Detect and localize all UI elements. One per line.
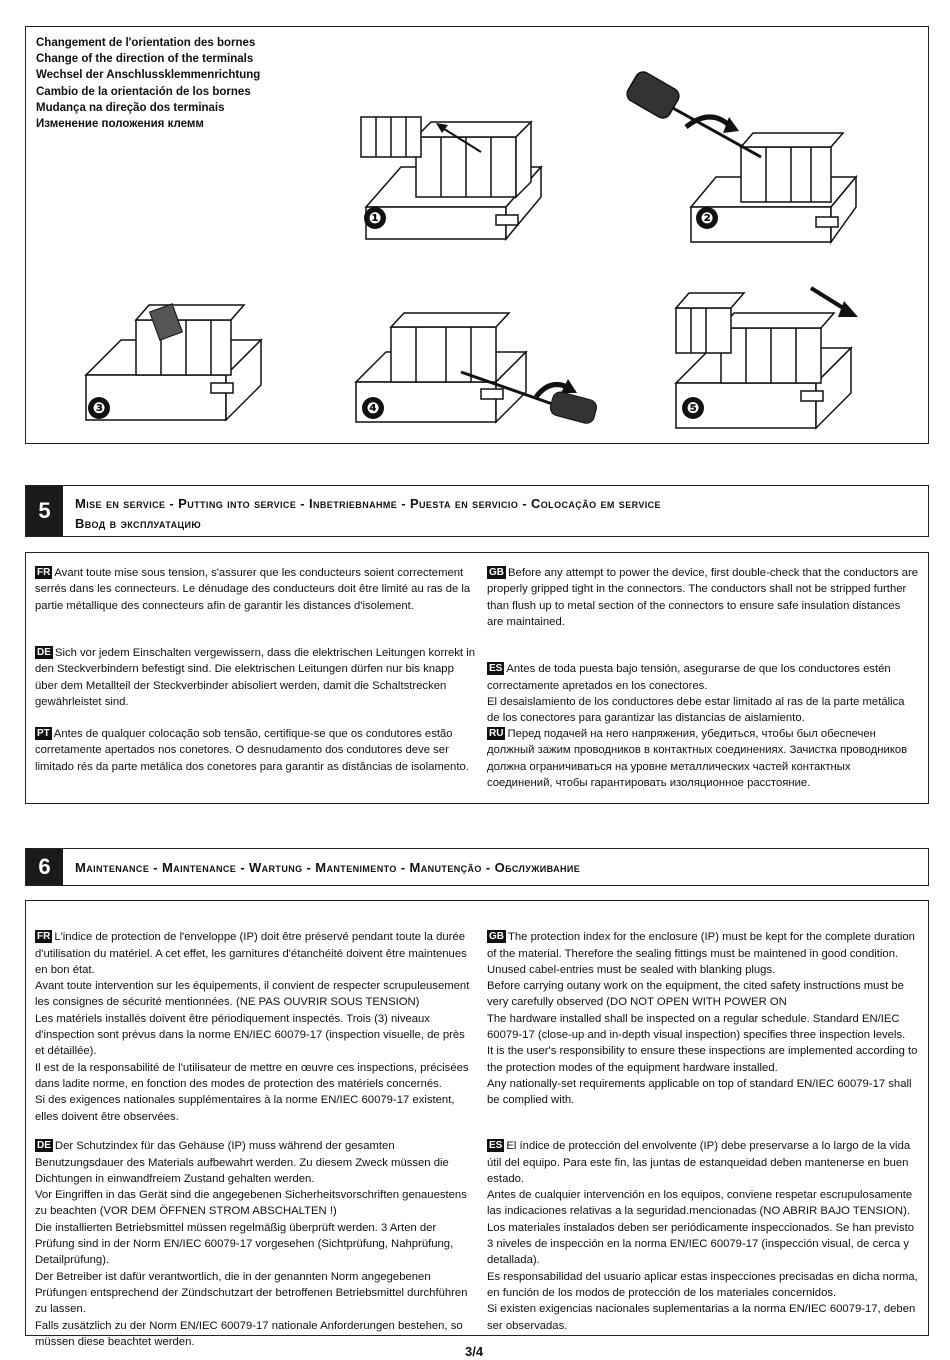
lang-badge-ru: RU [489, 728, 504, 739]
lang-badge-es: ES [489, 1140, 503, 1152]
figure-title-de: Wechsel der Anschlussklemmenrichtung [36, 69, 261, 82]
step1-illustration [356, 97, 566, 247]
section-5-number: 5 [26, 486, 63, 536]
section-6-de-text: Der Schutzindex für das Gehäuse (IP) muss während der gesamten Benutzungsdauer des Materials aufbewahrt werden. Zu diesem Zweck müssen die Dichtungen in einwandfreiem Zustand gehalten werden. Vor Eingriffen in das Gerät sind die angegebenen Sicherheitsvorschriften genauestens zu beachten (VOR DEM ÖFFNEN STROM ABSCHALTEN !) Die installierten Betriebsmittel müssen regelmäßig überprüft werden. 3 Arten der Prüfung sind in der Norm EN/IEC 60079-17 vorgesehen (Sichtprüfung, Nahprüfung, Detailprüfung). Der Betreiber ist dafür verantwortlich, die in der genannten Norm angegebenen Prüfungen entsprechend der Zündschutzart der betroffenen Betriebsmittel durchführen zu lassen. Falls zusätzlich zu der Norm EN/IEC 60079-17 nationale Anforderungen bestehen, so müssen diese beachtet werden. [35, 1140, 468, 1348]
section-5-fr-paragraph [35, 565, 475, 614]
lang-badge-de: DE [37, 647, 51, 658]
step-2-marker: ❷ [696, 207, 718, 229]
section-6-es-text: El índice de protección del envolvente (IP) debe preservarse a lo largo de la vida útil del equipo. Para este fin, las juntas de estanqueidad deben mantenerse en buen estado. Antes de cualquier intervención en los equipos, conviene respetar escrupulosamente las indicaciones relativas a la seguridad.mencionadas (NO ABRIR BAJO TENSION). Los materiales instalados deben ser periódicamente inspeccionados. Se han previsto 3 niveles de inspección en la norma EN/IEC 60079-17 (inspección visual, de cerca y detallada). Es responsabilidad del usuario aplicar estas inspecciones precisadas en dicha norma, en función de los modos de protección de los materiales concernidos. Si existen exigencias nacionales suplementarias a la norma EN/IEC 60079-17, deben ser observadas. [487, 1140, 918, 1332]
section-6-number: 6 [26, 849, 63, 885]
section-5-gb-text: Before any attempt to power the device, first double-check that the conductors are properly gripped tight in the connectors. The conductors shall not be stripped further than flush up to metal section of the connectors to ensure safe insulation distances are maintained. [487, 567, 919, 628]
figure-title-fr: Changement de l'orientation des bornes [36, 37, 256, 49]
step4-illustration [351, 307, 601, 427]
step-5-marker: ❺ [682, 397, 704, 419]
section-6-content [25, 900, 929, 1348]
lang-badge-gb: GB [489, 931, 504, 943]
section-5-es-text: Antes de toda puesta bajo tensión, asegurarse de que los conductores estén correctamente apretados en los conectores. El desaislamiento de los conductores debe estar limitado al ras de la parte metálica de los conectores para garantizar las distancias de aislamiento. [487, 663, 905, 725]
terminal-orientation-figure [25, 26, 929, 444]
step-3-marker: ❸ [88, 397, 110, 419]
page-number: 3/4 [465, 1344, 484, 1359]
lang-badge-fr: FR [37, 567, 51, 578]
section-5-header [25, 485, 929, 537]
step-4-marker: ❹ [362, 397, 384, 419]
section-5-de-paragraph [35, 645, 475, 710]
section-5-fr-text: Avant toute mise sous tension, s'assurer que les conducteurs soient correctement serrés dans les connecteurs. Le dénudage des conducteurs doit être limité au ras de la partie métallique des connecteurs afin de garantir les distances d'isolement. [35, 567, 471, 612]
section-6-es-paragraph [487, 1122, 919, 1334]
section-5-es-paragraph [487, 645, 919, 726]
section-6-gb-paragraph [487, 913, 919, 1109]
section-5-gb-paragraph [487, 565, 919, 630]
figure-titles [36, 35, 260, 132]
section-5-title: Mise en service - Putting into service - Inbetriebnahme - Puesta en servicio - Colocação em service [75, 496, 661, 511]
lang-badge-gb: GB [489, 567, 504, 578]
section-6-header [25, 848, 929, 886]
section-5-pt-text: Antes de qualquer colocação sob tensão, certifique-se que os condutores estão corretamente apertados nos conetores. O desnudamento dos condutores deve ser limitado rés da parte metálica dos conetores para garantir as distâncias de isolamento. [35, 728, 469, 773]
section-6-fr-text: L'indice de protection de l'enveloppe (IP) doit être préservé pendant toute la durée d'utilisation du matériel. A cet effet, les garnitures d'étanchéité doivent être maintenues en bon état. Avant toute intervention sur les équipements, il convient de respecter scrupuleusement les consignes de sécurité mentionnées. (NE PAS OUVRIR SOUS TENSION) Les matériels installés doivent être périodiquement inspectés. Trois (3) niveaux d'inspection sont prévus dans la norme EN/IEC 60079-17 (inspection visuelle, de près et détaillée). Il est de la responsabilité de l'utilisateur de mettre en œuvre ces inspections, précisées dans ladite norme, en fonction des modes de protection des matériels concernés. Si des exigences nationales supplémentaires à la norme EN/IEC 60079-17 existent, elles doivent être observées. [35, 931, 470, 1123]
figure-title-en: Change of the direction of the terminals [36, 53, 254, 66]
section-5-ru-paragraph [487, 726, 919, 791]
section-5-content [25, 552, 929, 804]
lang-badge-pt: PT [37, 728, 50, 739]
section-5-ru-text: Перед подачей на него напряжения, убедиться, чтобы был обеспечен должный зажим проводников в контактных соединениях. Зачистка проводников должна ограничиваться на уровне металлических частей контактных соединений, чтобы гарантировать изоляционное расстояние. [487, 728, 908, 789]
step-1-marker: ❶ [364, 207, 386, 229]
lang-badge-fr: FR [37, 931, 51, 943]
figure-title-pt: Mudança na direção dos terminais [36, 101, 225, 114]
lang-badge-es: ES [489, 663, 503, 675]
section-5-title-ru: Ввод в эксплуатацию [75, 516, 202, 531]
figure-title-ru: Изменение положения клемм [36, 118, 204, 131]
section-6-fr-paragraph [35, 913, 475, 1125]
lang-badge-de: DE [37, 1140, 51, 1152]
step2-illustration [621, 57, 861, 247]
figure-title-es: Cambio de la orientación de los bornes [36, 85, 251, 98]
section-6-title: Maintenance - Maintenance - Wartung - Mantenimento - Manutenção - Обслуживание [75, 860, 581, 875]
section-6-gb-text: The protection index for the enclosure (IP) must be kept for the complete duration of the material. Therefore the sealing fittings must be maintened in good condition. Unused cabel-entries must be sealed with blanking plugs. Before carrying outany work on the equipment, the cited safety instructions must be very carefully observed (DO NOT OPEN WITH POWER ON The hardware installed shall be inspected on a regular schedule. Standard EN/IEC 60079-17 (close-up and in-depth visual inspection) specifies three inspection levels. It is the user's responsibility to ensure these inspections are implemented according to the protection modes of the equipment hardware installed. Any nationally-set requirements applicable on top of standard EN/IEC 60079-17 shall be complied with. [487, 931, 918, 1107]
section-5-de-text: Sich vor jedem Einschalten vergewissern, dass die elektrischen Leitungen korrekt in den Steckverbindern befestigt sind. Die elektrischen Leitungen dürfen nur bis knapp über dem Metallteil der Steckverbinder abisoliert werden, damit die Schaltstrecken gewährleistet sind. [35, 647, 475, 708]
section-5-pt-paragraph [35, 726, 475, 775]
section-6-de-paragraph [35, 1122, 475, 1350]
